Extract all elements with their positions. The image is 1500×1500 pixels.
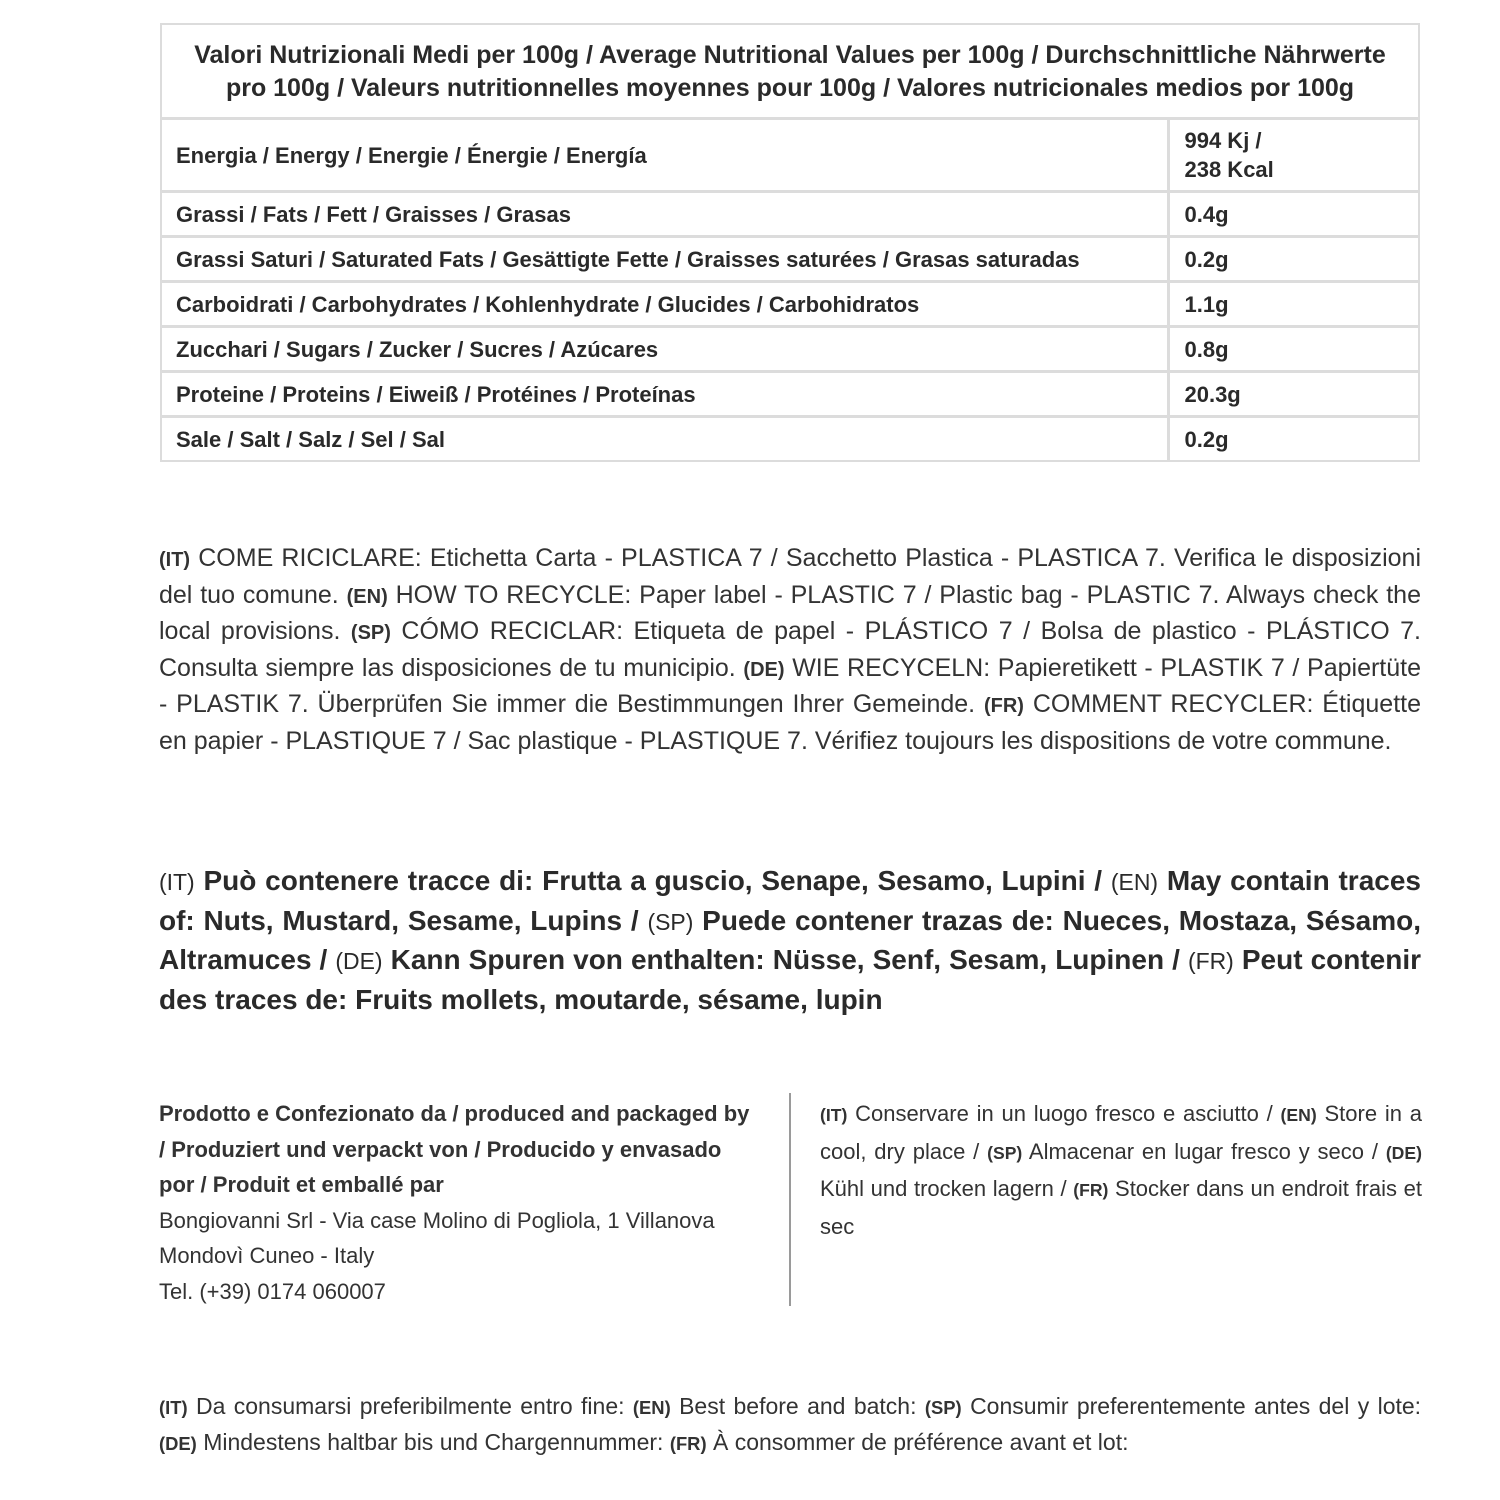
recycling-text-en: HOW TO RECYCLE: Paper label - PLASTIC 7 / Plastic bag - PLASTIC 7. Always check the local provisions.	[159, 580, 1421, 645]
producer-phone: Tel. (+39) 0174 060007	[159, 1278, 386, 1304]
storage-text-de: Kühl und trocken lagern /	[820, 1176, 1067, 1201]
language-tag-sp: (SP)	[924, 1397, 962, 1418]
nutrient-name: Grassi / Fats / Fett / Graisses / Grasas	[162, 190, 1170, 235]
language-tag-it: (IT)	[159, 869, 195, 895]
nutrition-row	[162, 190, 1418, 235]
language-tag-en: (EN)	[346, 585, 388, 608]
language-tag-de: (DE)	[159, 1433, 197, 1454]
nutrition-row	[162, 370, 1418, 415]
allergen-text-sp: Puede contener trazas de: Nueces, Mostaza, Sésamo, Altramuces /	[159, 904, 1422, 975]
nutrient-value: 0.2g	[1170, 415, 1418, 460]
language-tag-it: (IT)	[820, 1105, 848, 1125]
storage-text-fr: Stocker dans un endroit frais et sec	[820, 1176, 1422, 1239]
best-before-text-sp: Consumir preferentemente antes del y lote:	[970, 1393, 1422, 1419]
producer-info	[159, 1096, 779, 1309]
nutrient-name: Energia / Energy / Energie / Énergie / Energía	[162, 120, 1170, 190]
nutrition-row	[162, 415, 1418, 460]
storage-text-it: Conservare in un luogo fresco e asciutto /	[855, 1101, 1273, 1126]
recycling-text-fr: COMMENT RECYCLER: Étiquette en papier - PLASTIQUE 7 / Sac plastique - PLASTIQUE 7. Vérifiez toujours les dispositions de votre commune.	[159, 690, 1421, 755]
storage-instructions	[820, 1096, 1422, 1244]
energy-kcal-value: 238 Kcal	[1184, 157, 1274, 182]
language-tag-fr: (FR)	[1187, 948, 1234, 974]
nutrient-value: 0.8g	[1170, 325, 1418, 370]
language-tag-de: (DE)	[335, 948, 383, 974]
language-tag-de: (DE)	[743, 658, 785, 681]
allergen-text-fr: Peut contenir des traces de: Fruits mollets, moutarde, sésame, lupin	[159, 944, 1422, 1015]
nutrition-row	[162, 325, 1418, 370]
language-tag-en: (EN)	[1280, 1105, 1317, 1125]
language-tag-de: (DE)	[1385, 1142, 1422, 1163]
language-tag-sp: (SP)	[987, 1142, 1023, 1163]
language-tag-it: (IT)	[159, 1397, 188, 1418]
energy-kj-value: 994 Kj /	[1184, 128, 1262, 153]
recycling-text-sp: CÓMO RECICLAR: Etiqueta de papel - PLÁSTICO 7 / Bolsa de plastico - PLÁSTICO 7. Consulta siempre las disposiciones de tu municipio.	[159, 617, 1421, 682]
nutrition-table-title	[162, 25, 1418, 120]
nutrition-header-row	[162, 25, 1418, 120]
language-tag-fr: (FR)	[983, 695, 1024, 717]
recycling-text-it: COME RICICLARE: Etichetta Carta - PLASTICA 7 / Sacchetto Plastica - PLASTICA 7. Verifica le disposizioni del tuo comune.	[159, 544, 1421, 609]
recycling-text-de: WIE RECYCELN: Papieretikett - PLASTIK 7 / Papiertüte - PLASTIK 7. Überprüfen Sie immer die Bestimmungen Ihrer Gemeinde.	[159, 653, 1421, 718]
nutrition-title-line-2: pro 100g / Valeurs nutritionnelles moyennes pour 100g / Valores nutricionales medios por 100g	[225, 74, 1355, 102]
language-tag-fr: (FR)	[669, 1433, 707, 1454]
best-before-text-de: Mindestens haltbar bis und Chargennummer:	[203, 1429, 664, 1455]
nutrient-value: 0.4g	[1170, 190, 1418, 235]
allergen-text-de: Kann Spuren von enthalten: Nüsse, Senf, Sesam, Lupinen /	[390, 944, 1180, 975]
nutrient-value: 20.3g	[1170, 370, 1418, 415]
nutrient-name: Grassi Saturi / Saturated Fats / Gesättigte Fette / Graisses saturées / Grasas saturadas	[162, 235, 1170, 280]
nutrient-value	[1170, 120, 1418, 190]
language-tag-fr: (FR)	[1073, 1180, 1109, 1200]
language-tag-en: (EN)	[1110, 869, 1159, 895]
allergen-warning	[159, 862, 1421, 1019]
best-before-text-it: Da consumarsi preferibilmente entro fine:	[195, 1393, 625, 1419]
storage-text-en: Store in a cool, dry place /	[820, 1101, 1422, 1164]
column-divider	[789, 1093, 791, 1306]
producer-heading-line: Prodotto e Confezionato da / produced and packaged by	[159, 1101, 750, 1126]
nutrition-row	[162, 280, 1418, 325]
nutrient-name: Proteine / Proteins / Eiweiß / Protéines / Proteínas	[162, 370, 1170, 415]
nutrient-value: 0.2g	[1170, 235, 1418, 280]
language-tag-sp: (SP)	[647, 908, 694, 935]
nutrient-name: Sale / Salt / Salz / Sel / Sal	[162, 415, 1170, 460]
nutrient-name: Zucchari / Sugars / Zucker / Sucres / Azúcares	[162, 325, 1170, 370]
best-before-text-en: Best before and batch:	[679, 1393, 917, 1419]
storage-text-sp: Almacenar en lugar fresco y seco /	[1028, 1138, 1378, 1164]
recycling-instructions	[159, 541, 1421, 758]
allergen-text-en: May contain traces of: Nuts, Mustard, Sesame, Lupins /	[159, 865, 1421, 936]
nutrient-name: Carboidrati / Carbohydrates / Kohlenhydrate / Glucides / Carbohidratos	[162, 280, 1170, 325]
producer-heading-line: por / Produit et emballé par	[159, 1172, 444, 1197]
producer-address-line: Mondovì Cuneo - Italy	[159, 1243, 375, 1268]
nutrition-title-line-1: Valori Nutrizionali Medi per 100g / Average Nutritional Values per 100g / Durchschnittliche Nährwerte	[194, 41, 1386, 69]
producer-heading-line: / Produziert und verpackt von / Producido y envasado	[159, 1136, 722, 1162]
nutrition-table	[160, 23, 1420, 462]
language-tag-it: (IT)	[159, 549, 191, 571]
language-tag-sp: (SP)	[350, 622, 391, 644]
nutrition-row-energy	[162, 120, 1418, 190]
producer-address-line: Bongiovanni Srl - Via case Molino di Pogliola, 1 Villanova	[159, 1207, 715, 1233]
allergen-text-it: Può contenere tracce di: Frutta a guscio, Senape, Sesamo, Lupini /	[203, 865, 1103, 896]
best-before-info	[159, 1389, 1421, 1461]
best-before-text-fr: À consommer de préférence avant et lot:	[712, 1429, 1129, 1455]
nutrient-value: 1.1g	[1170, 280, 1418, 325]
nutrition-row	[162, 235, 1418, 280]
producer-heading	[159, 1096, 779, 1203]
language-tag-en: (EN)	[632, 1397, 671, 1418]
